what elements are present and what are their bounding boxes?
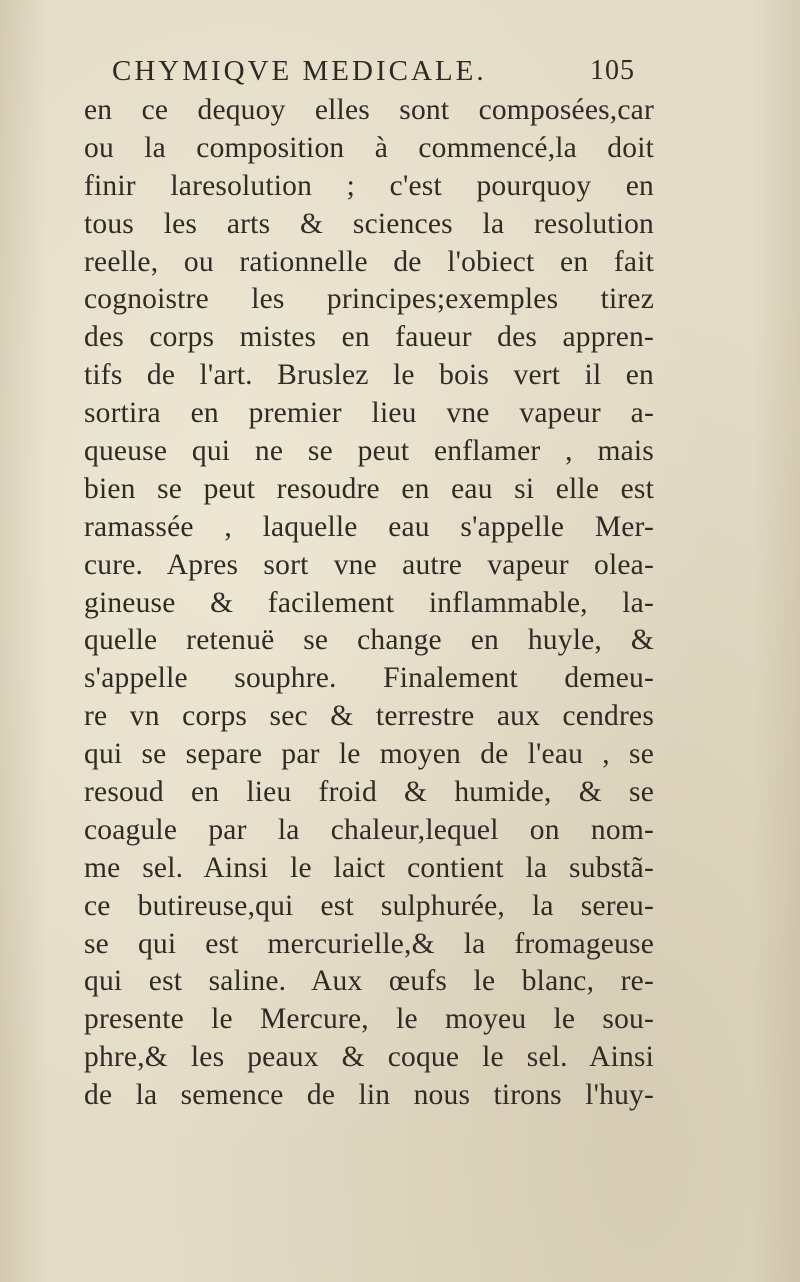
text-line: ramassée , laquelle eau s'appelle Mer- [84,510,654,543]
text-line: coagule par la chaleur,lequel on nom- [84,813,654,846]
text-line: ou la composition à commencé,la doit [84,131,654,164]
text-line: des corps mistes en faueur des appren- [84,321,654,354]
text-line: s'appelle souphre. Finalement demeu- [84,662,654,695]
text-line: de la semence de lin nous tirons l'huy- [84,1079,654,1112]
text-line: me sel. Ainsi le laict contient la substã- [84,851,654,884]
text-line: se qui est mercurielle,& la fromageuse [84,927,654,960]
page-number: 105 [590,55,635,86]
text-line: reelle, ou rationnelle de l'obiect en fait [84,245,654,278]
text-line: ce butireuse,qui est sulphurée, la sereu- [84,889,654,922]
text-line: tous les arts & sciences la resolution [84,207,654,240]
text-line: gineuse & facilement inflammable, la- [84,586,654,619]
text-line: presente le Mercure, le moyeu le sou- [84,1003,654,1036]
text-line: cure. Apres sort vne autre vapeur olea- [84,548,654,581]
running-title: CHYMIQVE MEDICALE. [112,55,487,87]
text-line: queuse qui ne se peut enflamer , mais [84,435,654,468]
text-line: cognoistre les principes;exemples tirez [84,283,654,316]
text-line: quelle retenuë se change en huyle, & [84,624,654,657]
text-line: en ce dequoy elles sont composées,car [84,94,654,126]
text-line: resoud en lieu froid & humide, & se [84,776,654,809]
text-line: re vn corps sec & terrestre aux cendres [84,700,654,733]
text-line: bien se peut resoudre en eau si elle est [84,472,654,505]
text-line: finir laresolution ; c'est pourquoy en [84,169,654,202]
text-line: tifs de l'art. Bruslez le bois vert il en [84,359,654,392]
body-text [84,92,654,1115]
text-line: phre,& les peaux & coque le sel. Ainsi [84,1041,654,1074]
page-header [112,48,652,94]
text-line: sortira en premier lieu vne vapeur a- [84,397,654,430]
text-line: qui se separe par le moyen de l'eau , se [84,738,654,771]
text-line: qui est saline. Aux œufs le blanc, re- [84,965,654,998]
